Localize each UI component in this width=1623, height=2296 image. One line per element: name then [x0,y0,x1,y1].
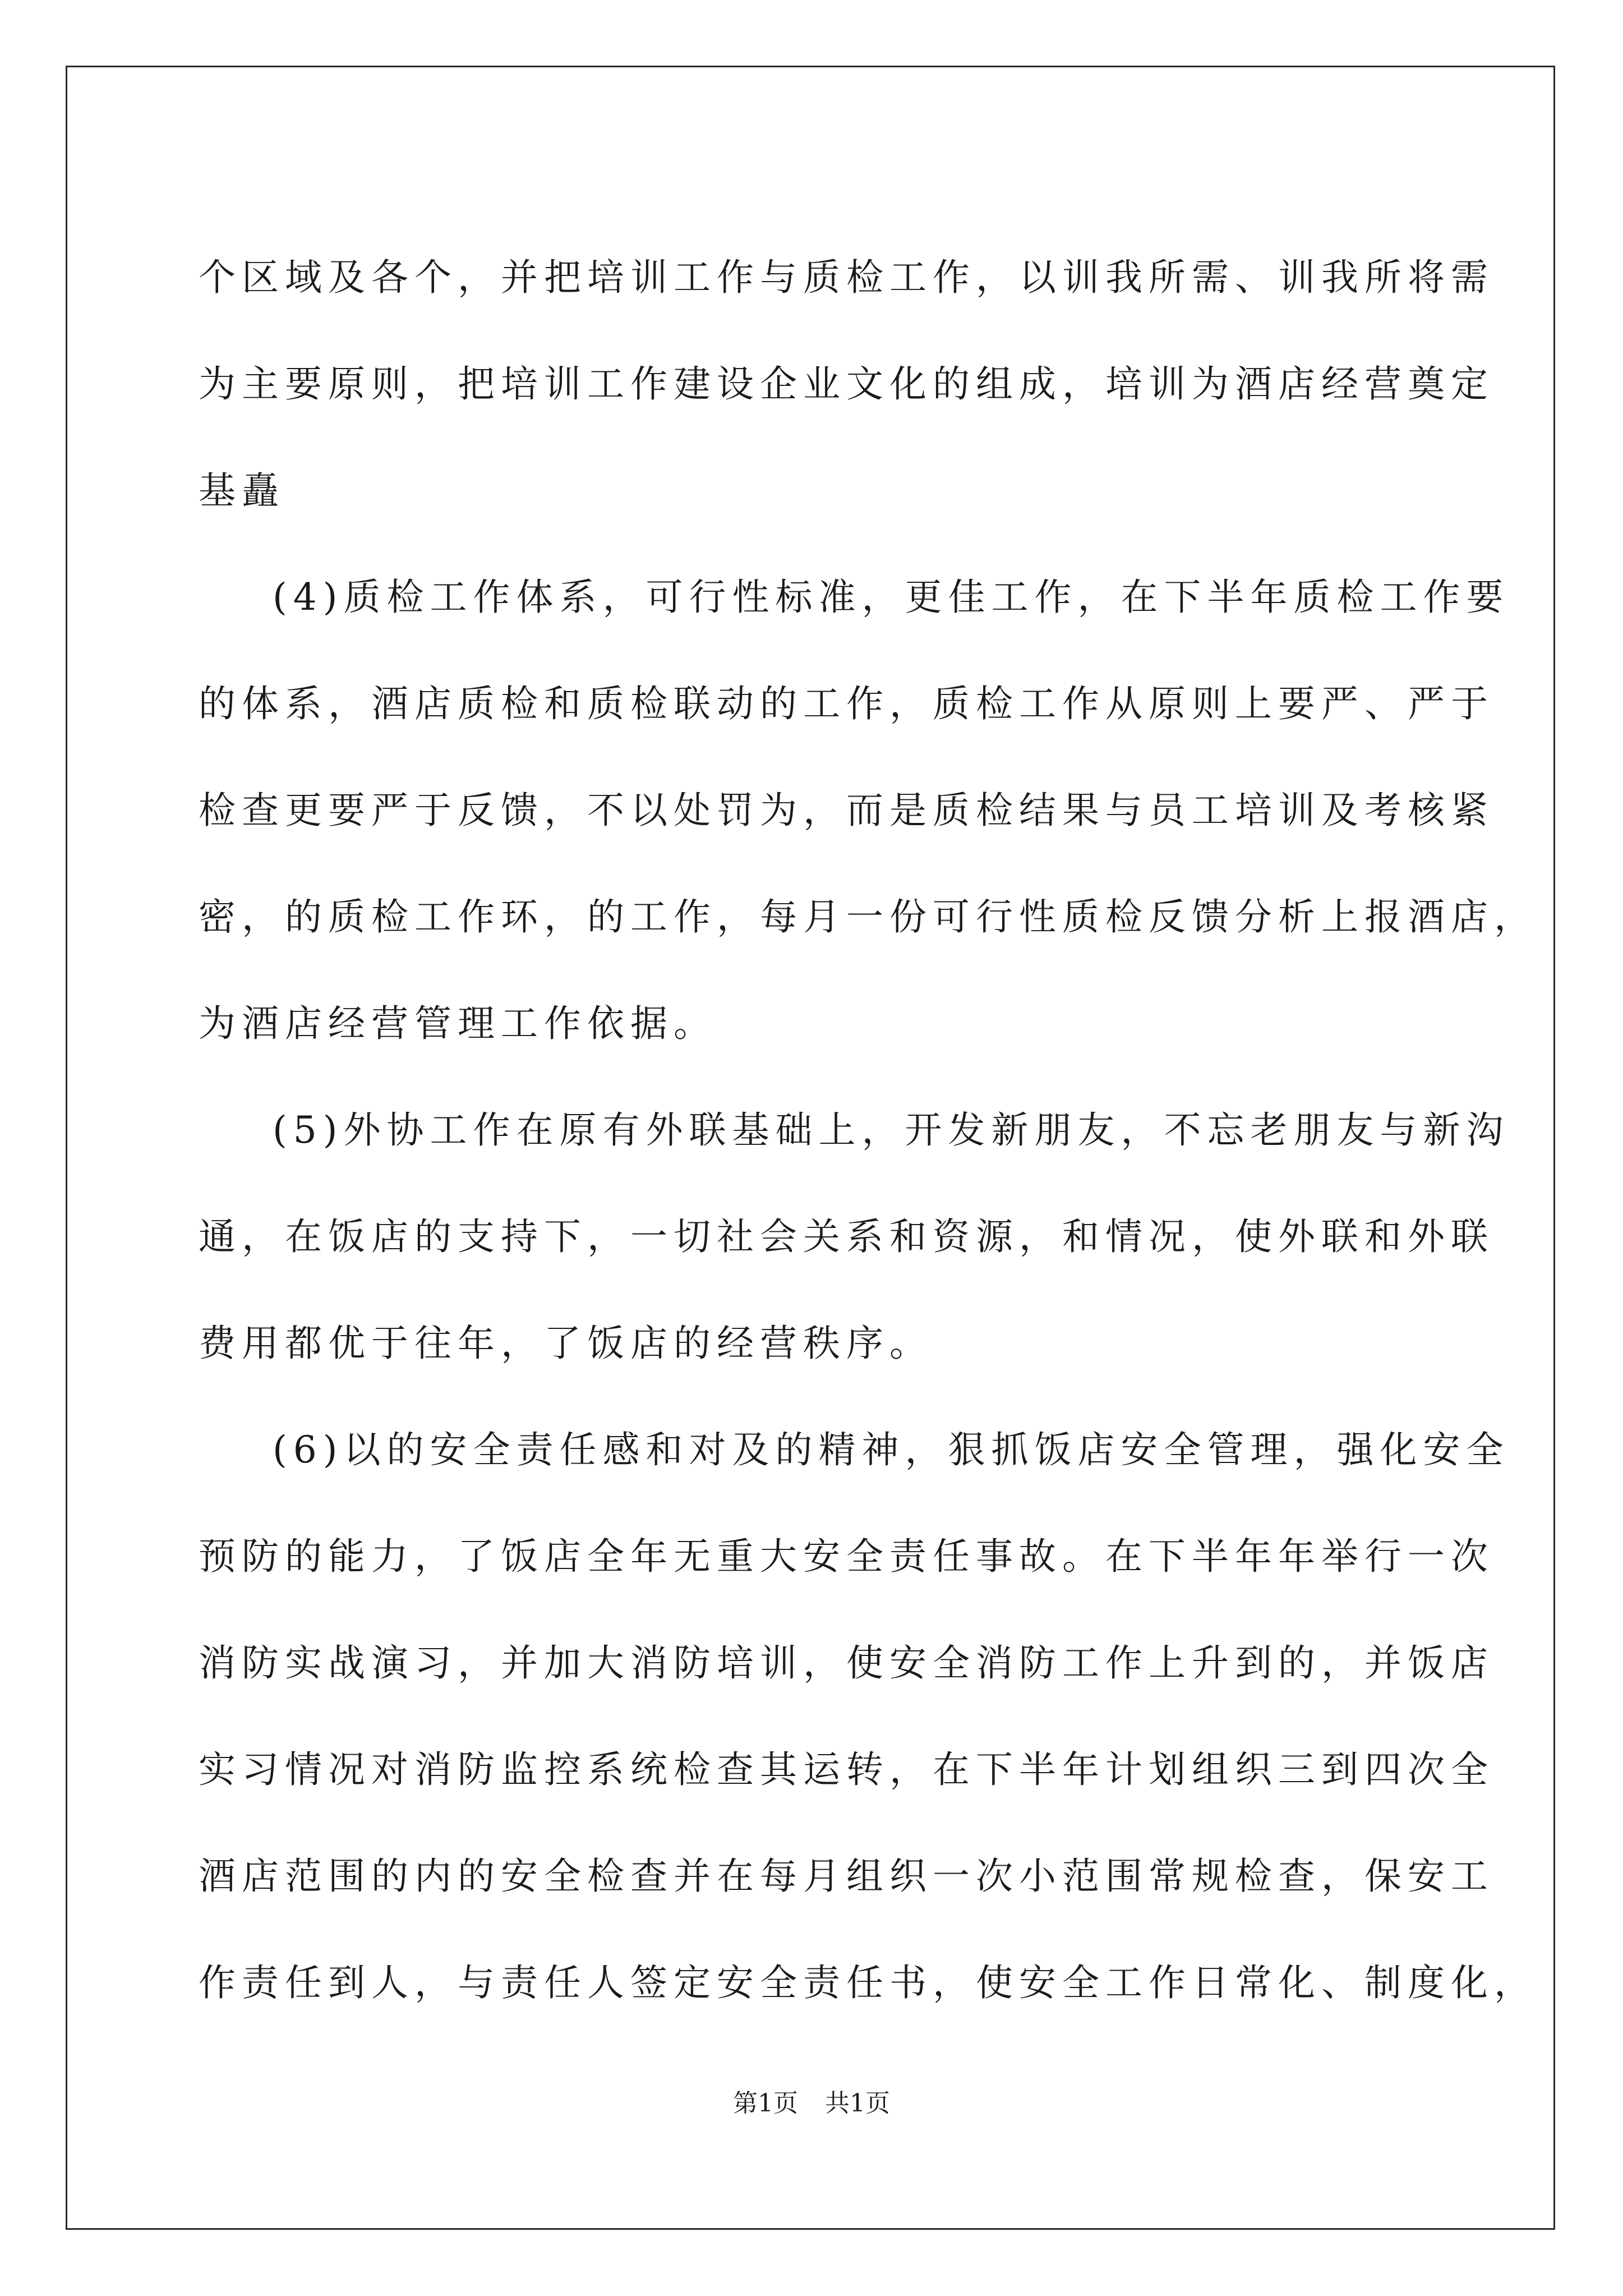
text-line: 通，在饭店的支持下，一切社会关系和资源，和情况，使外联和外联 [199,1215,1494,1258]
document-body [199,224,1537,2036]
text-line: 实习情况对消防监控系统检查其运转，在下半年计划组织三到四次全 [199,1748,1494,1791]
text-line: 个区域及各个，并把培训工作与质检工作，以训我所需、训我所将需 [199,256,1494,299]
page-footer [0,2087,1623,2120]
text-line: 的体系，酒店质检和质检联动的工作，质检工作从原则上要严、严于 [199,682,1494,725]
text-line: 费用都优于往年，了饭店的经营秩序。 [199,1322,933,1365]
paragraph-start-line: (5)外协工作在原有外联基础上，开发新朋友，不忘老朋友与新沟 [273,1108,1510,1152]
paragraph-start-line: (4)质检工作体系，可行性标准，更佳工作，在下半年质检工作要 [273,576,1510,619]
text-line: 检查更要严于反馈，不以处罚为，而是质检结果与员工培训及考核紧 [199,789,1494,832]
page-total: 共1页 [825,2089,890,2118]
paragraph-start-line: (6)以的安全责任感和对及的精神，狠抓饭店安全管理，强化安全 [273,1428,1510,1471]
text-line: 消防实战演习，并加大消防培训，使安全消防工作上升到的，并饭店 [199,1641,1494,1685]
text-line: 为主要原则，把培训工作建设企业文化的组成，培训为酒店经营奠定 [199,362,1494,406]
text-line: 作责任到人，与责任人签定安全责任书，使安全工作日常化、制度化， [199,1961,1537,2004]
text-line: 密，的质检工作环，的工作，每月一份可行性质检反馈分析上报酒店， [199,895,1537,938]
text-line: 酒店范围的内的安全检查并在每月组织一次小范围常规检查，保安工 [199,1855,1494,1898]
page-number: 第1页 [733,2089,798,2118]
text-line: 基矗 [199,469,285,512]
text-line: 预防的能力，了饭店全年无重大安全责任事故。在下半年年举行一次 [199,1535,1494,1578]
text-line: 为酒店经营管理工作依据。 [199,1002,717,1045]
